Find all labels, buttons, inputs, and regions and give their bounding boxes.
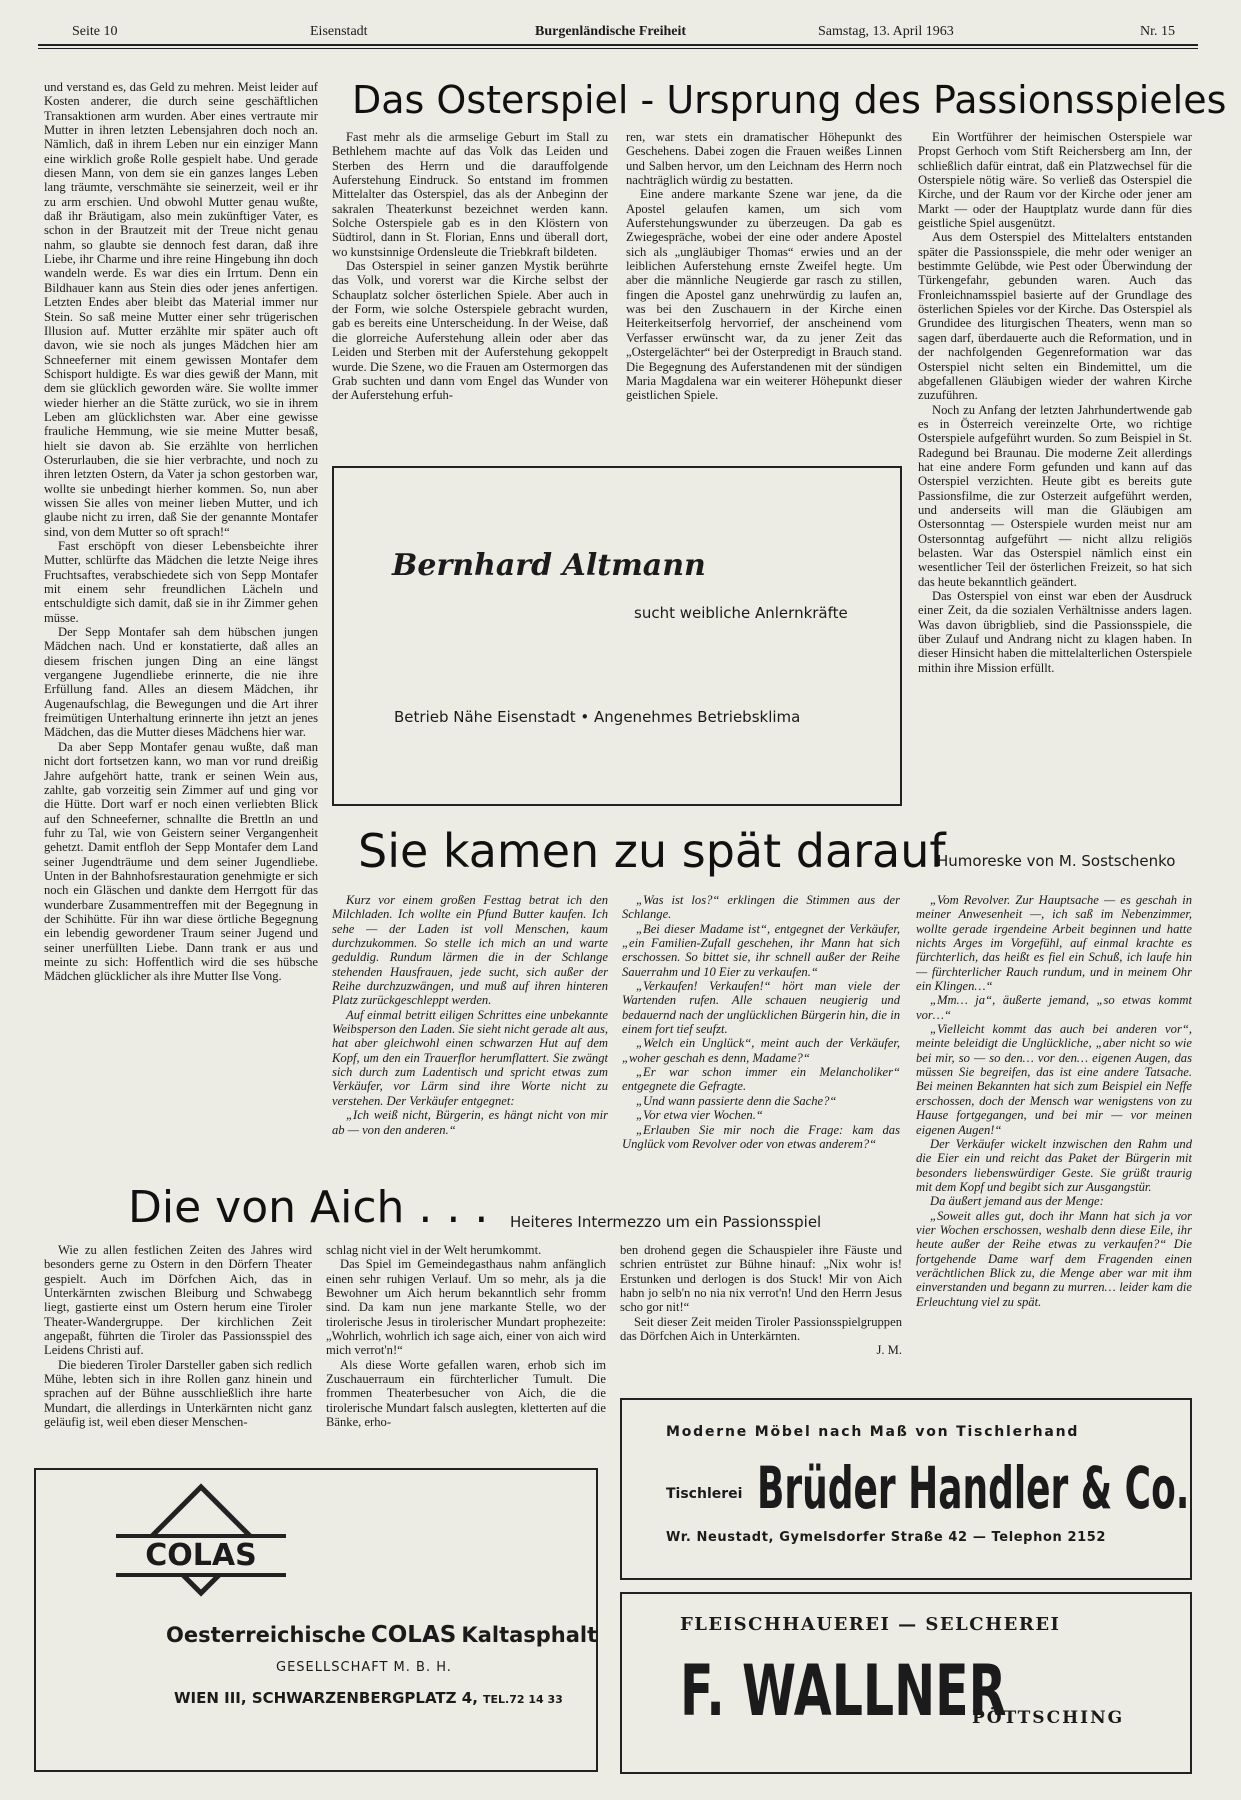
story-paragraph: Da aber Sepp Montafer genau wußte, daß man nicht dort fortsetzen kann, wo man vor rund dreißig Jahre aufgehört hatte, trank er seinen Wein aus, zahlte, gab vorzeitig sein Zimmer auf und ging vor die Hütte. Dort warf er noch einen verliebten Blick auf den Schneeferner, schnallte die Brettln an und fuhr zu Tal, wie von Geistern seiner Vergangenheit gehetzt. Damit entfloh der Sepp Montafer dem Land seiner Jugendträume und dem seiner Jugendliebe. Unten in der Bahnhofsrestauration genehmigte er sich noch ein Gläschen und dankte dem Herrgott für das wunderbare Zusammentreffen mit der Begegnung in der Schihütte. Für ihn war diese örtliche Begegnung ein lebendig gewordener Traum seiner Jugend und seiner unerfüllten Liebe. Dann trank er aus und meinte zu sich: Hoffentlich wird die ses hübsche Mädchen glücklicher als ihre Mutter Ilse Vong. [44,739,318,984]
osterspiel-column-2 [626,130,902,450]
wallner-trade: FLEISCHHAUEREI — SELCHEREI [680,1614,1061,1635]
handler-address: Wr. Neustadt, Gymelsdorfer Straße 42 — Telephon 2152 [666,1530,1107,1545]
newspaper-name: Burgenländische Freiheit [535,24,687,39]
colas-name-1: Oesterreichische [166,1623,366,1647]
article-paragraph: Das Osterspiel in seiner ganzen Mystik berührte das Volk, und vorerst war die Kirche selbst der Schauplatz solcher österlichen Spiele. Aber auch in der Form, wie solche Osterspiele gebracht wurden, gab es bereits eine Unterscheidung. In der Weise, daß die glorreiche Auferstehung allein oder aber das Leiden und Sterben mit der Auferstehung gekoppelt wurde. Die Szene, wo die Frauen am Ostermorgen das Grab suchten und dann vom Engel das Wunder von der Auferstehung erfuh- [332,259,608,403]
article-paragraph: Da äußert jemand aus der Menge: [930,1194,1104,1209]
issue-date: Samstag, 13. April 1963 [818,24,954,39]
article-paragraph: „Welch ein Unglück“, meint auch der Verkäufer, „woher geschah es denn, Madame?“ [622,1036,900,1065]
article-paragraph: Der Verkäufer wickelt inzwischen den Rahm und die Eier ein und reicht das Paket der Bürgerin mit besonders liebenswürdiger Geste. Sie grüßt traurig mit dem Kopf und begibt sich zur Ausgangstür. [916,1136,1192,1194]
altmann-logo: Bernhard Altmann [392,548,706,583]
humoreske-column-1 [332,893,608,1163]
article-paragraph: „Vor etwa vier Wochen.“ [636,1108,763,1123]
wallner-town: PÖTTSCHING [972,1708,1125,1728]
story-paragraph: Der Sepp Montafer sah dem hübschen jungen Mädchen nach. Und er konstatierte, daß alles an diesem frischen jungen Ding an eine längst vergangene Jugendliebe erinnerte, die nie ihre Erfüllung fand. Alles an diesem Mädchen, ihr Augenaufschlag, die Bewegungen und die Art ihrer freimütigen Unterhaltung erinnerte ihn jetzt an jenes Mädchen, das die Mutter dieses Mädchens hier war. [44,625,318,740]
page-number: Seite 10 [72,24,118,39]
article-paragraph: Fast mehr als die armselige Geburt im Stall zu Bethlehem machte auf das Volk das Leiden und Sterben des Herrn und die darauffolgende Auferstehung Eindruck. So entstand im frommen Mittelalter das Osterspiel, das als der Anbeginn der sakralen Theaterkunst bezeichnet werden kann. Solche Osterspiele gab es in den Klöstern von Südtirol, dann in St. Florian, Enns und überall dort, wo kunstsinnige Ordensleute die Triebkraft bildeten. [332,130,608,259]
article-paragraph: Kurz vor einem großen Festtag betrat ich den Milchladen. Ich wollte ein Pfund Butter kaufen. Ich sehe — der Laden ist voll Menschen, kaum durchzukommen. So stelle ich mich an und warte geduldig. Rundum lärmen die in der Schlange stehenden Hausfrauen, jede sucht, sich außer der Reihe durchzuzwängen, und muß auf ihren hinteren Platz zurückgeschleppt werden. [332,893,608,1008]
header-rule-thin [38,48,1198,49]
colas-name-3: Kaltasphalt [461,1623,598,1647]
article-paragraph: ben drohend gegen die Schauspieler ihre Fäuste und schrien entrüstet zur Bühne hinauf: „Nix wohr is! Erstunken und derlogen is dos Stuck! Mir von Aich habn jo selb'n no nia nix verrot'n! Und den Herrn Jesus scho gor nit!“ [620,1243,902,1315]
article-paragraph: „Und wann passierte denn die Sache?“ [636,1093,837,1108]
article-paragraph: „Erlauben Sie mir noch die Frage: kam das Unglück vom Revolver oder von etwas anderem?“ [622,1122,900,1151]
article-paragraph: Das Spiel im Gemeindegasthaus nahm anfänglich einen sehr ruhigen Verlauf. Um so mehr, als ja die Bewohner um Aich herum bekanntlich sehr fromm sind. Da kam nun jene markante Stelle, wo der tirolerische Jesus in tirolerischer Mundart prophezeite: „Wohrlich, wohrlich ich sage aich, einer von aich wird mich verrot'n!“ [326,1257,606,1358]
story-continuation [44,80,318,1220]
article-paragraph: Die biederen Tiroler Darsteller gaben sich redlich Mühe, lebten sich in ihre Rollen ganz hinein und sprachen auf der Bühne ausschließlich ihre harte Mundart, die allerdings in Unterkärnten nicht ganz geläufig ist, weil eben dieser Menschen- [44,1357,312,1430]
handler-advertisement [620,1398,1192,1580]
article-paragraph: Eine andere markante Szene war jene, da die Apostel gelaufen kamen, um sich vom Auferstehungswunder zu überzeugen. Da gab es Zwiegespräche, wobei der eine oder andere Apostel sich als „ungläubiger Thomas“ erwies und an der leiblichen Auferstehung ernste Zweifel hegte. Um aber die männliche Neugierde gar rasch zu stillen, fingen die Apostel ganz unehrwürdig zu laufen an, was bei den Zuschauern in der Kirche einen Heiterkeitserfolg hervorrief, der anscheinend vom Verfasser erwünscht war, da zu jener Zeit das „Ostergelächter“ bei der Osterpredigt in Brauch stand. Die Begegnung des Auferstandenen mit der sündigen Maria Magdalena war ein weiterer Höhepunkt dieser geistlichen Spiele. [626,187,902,403]
article-paragraph: Ein Wortführer der heimischen Osterspiele war Propst Gerhoch vom Stift Reichersberg am Inn, der schließlich dafür eintrat, daß ein Platzwechsel für die Osterspiele nötig wäre. So verließ das Osterspiel die Kirche, und der Raum vor der Kirche oder jener am Markt — oder der Hauptplatz wurde dann für dies geistliche Spiel ausgenützt. [918,130,1192,231]
header-rule [38,44,1198,46]
article-paragraph: „Verkaufen! Verkaufen!“ hört man viele der Wartenden rufen. Alle schauen neugierig und bedauernd nach der unglücklichen Bürgerin hin, die in einem fort tief seufzt. [622,979,900,1037]
article-paragraph: Auf einmal betritt eiligen Schrittes eine unbekannte Weibsperson den Laden. Sie sieht nicht gerade alt aus, hat aber gleichwohl einen schwarzen Hut auf dem Kopf, um den ein Trauerflor herumflattert. Sie zwängt sich durch zum Ladentisch und spricht etwas zum Verkäufer, vor Lärm sind ihre Worte nicht zu verstehen. Der Verkäufer entgegnet: [332,1007,608,1108]
altmann-advertisement [332,466,902,806]
aich-headline: Die von Aich . . . [128,1182,489,1233]
story-paragraph: und verstand es, das Geld zu mehren. Meist leider auf Kosten anderer, die durch seine geschäftlichen Transaktionen arm wurden. Aber eines vertraute mir Mutter in ihren letzten Lebensjahren doch noch an. Nämlich, daß in ihrem Leben nur ein einziger Mann eine wirklich große Rolle gespielt habe. Und gerade diesen Mann, von dem sie ein ganzes langes Leben lang träumte, verschmähte sie seinerzeit, weil er ihr zu arm erschien. Und obwohl Mutter genau wußte, daß ihr Bräutigam, also mein zukünftiger Vater, es schon in der Brautzeit mit der Treue nicht genau nahm, so glaubte sie dennoch fest daran, daß ihre Liebe, ihr Charme und ihre reine Hingebung ihn doch wandeln werde. Es war dies ein Irrtum. Denn ein Bildhauer kann aus Stein dies oder jenes anfertigen. Letzten Endes aber bleibt das Material immer nur Stein. So saß meine Mutter einer sehr trügerischen Illusion auf. Mutter erzählte mir später auch oft davon, wie sie noch als junges Mädchen hier am Schneeferner mit einem gewissen Montafer dem Schisport huldigte. Es war dies gewiß der Mann, mit dem sie glücklich geworden wäre. Sie wollte immer wieder hierher an die Stätte zurück, wo sie in ihrem Leben am glücklichsten war. Aber eine gewisse frauliche Hemmung, wie sie meine Mutter besaß, hielt sie davon ab. Sie erzählte von herrlichen Osterurlauben, die sie hier verbrachte, und noch zu ihren letzten Ostern, da Vater ja schon gestorben war, wollte sie unbedingt hierher kommen. So, nun aber wissen Sie alles von meiner lieben Mutter, und ich glaube nicht zu irren, daß Sie der genannte Montafer sind, von dem Mutter so oft sprach!“ [44,80,318,539]
author-signature: J. M. [876,1343,902,1358]
wallner-name: F. WALLNER [680,1650,1007,1732]
handler-name: Brüder Handler & Co. [757,1454,1190,1522]
article-paragraph: Als diese Worte gefallen waren, erhob sich im Zuschauerraum ein fürchterlicher Tumult. Die frommen Theaterbesucher von Aich, die die tirolerische Mundart falsch auslegten, kletterten auf die Bänke, erho- [326,1357,606,1430]
article-paragraph: „Bei dieser Madame ist“, entgegnet der Verkäufer, „ein Familien-Zufall geschehen, ihr Mann hat sich erschossen. So bittet sie, ihr schnell außer der Reihe Sauerrahm und 10 Eier zu verkaufen.“ [622,921,900,979]
osterspiel-column-1 [332,130,608,450]
colas-advertisement [34,1468,598,1772]
aich-column-3 [620,1243,902,1393]
article-paragraph: „Ich weiß nicht, Bürgerin, es hängt nicht von mir ab — von den anderen.“ [332,1108,608,1137]
colas-logo-text: COLAS [116,1534,286,1577]
article-paragraph: schlag nicht viel in der Welt herumkommt. [326,1243,542,1257]
article-paragraph: „Soweit alles gut, doch ihr Mann hat sich ja vor vier Wochen erschossen, weshalb denn diese Eile, ihr heute außer der Reihe etwas zu verkaufen?“ Die fortgehende Dame warf dem Fragenden einen verächtlichen Blick zu, die Menge aber war mit ihm einverstanden und begann zu murren… leider kam die Erleuchtung viel zu spät. [916,1208,1192,1309]
article-paragraph: Seit dieser Zeit meiden Tiroler Passionsspielgruppen das Dörfchen Aich in Unterkärnten. [620,1314,902,1344]
article-paragraph: Wie zu allen festlichen Zeiten des Jahres wird besonders gerne zu Ostern in den Dörfern Theater gespielt. Auch im Dörfchen Aich, das in Unterkärnten zwischen Bleiburg und Schwabegg liegt, gastierte einst um Ostern herum eine Tiroler Theater-Wandergruppe. Der kirchlichen Zeit angepaßt, führten die Tiroler das Passionsspiel des Leidens Christi auf. [44,1243,312,1358]
article-paragraph: „Er war schon immer ein Melancholiker“ entgegnete die Gefragte. [622,1065,900,1094]
colas-address [174,1688,563,1707]
colas-telephone: TEL.72 14 33 [482,1693,563,1706]
humoreske-headline: Sie kamen zu spät darauf [358,824,946,878]
colas-company: GESELLSCHAFT M. B. H. [276,1660,452,1675]
article-paragraph: Das Osterspiel von einst war eben der Ausdruck einer Zeit, da die sozialen Verhältnisse anders lagen. Was davon übrigblieb, sind die Passionsspiele, die über Zulauf und Andrang nicht zu klagen haben. In dieser Hinsicht haben die mittelalterlichen Osterspiele mithin ihre Mission erfüllt. [918,589,1192,675]
colas-name [166,1622,597,1648]
colas-name-2: COLAS [370,1622,457,1648]
article-paragraph: ren, war stets ein dramatischer Höhepunkt des Geschehens. Dabei zogen die Frauen weißes Linnen und Salben hervor, um den Leichnam des Herrn noch nachträglich würdig zu bestatten. [626,130,902,188]
osterspiel-column-3 [918,130,1192,810]
altmann-offer: sucht weibliche Anlernkräfte [634,604,848,622]
wallner-advertisement [620,1592,1192,1774]
humoreske-column-3 [916,893,1192,1383]
handler-trade: Tischlerei [666,1486,743,1502]
aich-column-2 [326,1243,606,1453]
humoreske-column-2 [622,893,900,1163]
humoreske-byline: Humoreske von M. Sostschenko [937,852,1176,870]
article-paragraph: Noch zu Anfang der letzten Jahrhundertwende gab es in Österreich vereinzelte Orte, wo richtige Osterspiele aufgeführt wurden. So zum Beispiel in St. Radegund bei Braunau. Die moderne Zeit allerdings hat eine andere Form gefunden und kann auf das Osterspiel verzichten. Heute gibt es bereits gute Passionsfilme, die zur Osterzeit aufgeführt werden, und anderseits will man die Gläubigen am Ostersonntag — Osterspiele wurden meist nur am Ostersonntag aufgeführt — nicht allzu religiös belasten. War das Osterspiel nämlich einst ein wesentlicher Teil der österlichen Freizeit, so hat sich das heute bekanntlich geändert. [918,402,1192,589]
altmann-footer: Betrieb Nähe Eisenstadt • Angenehmes Betriebsklima [394,708,801,726]
handler-tagline: Moderne Möbel nach Maß von Tischlerhand [666,1424,1080,1440]
aich-column-1 [44,1243,312,1453]
article-paragraph: Aus dem Osterspiel des Mittelalters entstanden später die Passionsspiele, die mehr oder weniger an bestimmte Gelübde, wie Pest oder Überwindung der Türkengefahr, gebunden waren. Auch das Fronleichnamsspiel basierte auf der Grundlage des österlichen Spieles vor der Kirche. Das Osterspiel als Grundidee des liturgischen Theaters, wenn man so sagen darf, überdauerte auch die Reformation, und in der nachfolgenden Gegenreformation war das Osterspiel nicht selten ein Bindemittel, um die abgefallenen Gläubigen wieder der wahren Kirche zuzuführen. [918,230,1192,403]
article-paragraph: „Was ist los?“ erklingen die Stimmen aus der Schlange. [622,893,900,922]
aich-subtitle: Heiteres Intermezzo um ein Passionsspiel [510,1213,822,1231]
article-paragraph: „Mm… ja“, äußerte jemand, „so etwas kommt vor…“ [916,993,1192,1022]
osterspiel-headline: Das Osterspiel - Ursprung des Passionsspieles [352,78,1227,122]
colas-street: WIEN III, SCHWARZENBERGPLATZ 4, [174,1689,478,1707]
article-paragraph: „Vielleicht kommt das auch bei anderen vor“, meinte beleidigt die Unglückliche, „aber nicht so wie bei mir, so — so den… vor den… eigenen Augen, das müssen Sie begreifen, das ist eine andere Tatsache. Bei meinen Bekannten hat sich zum Beispiel ein Neffe erschossen, doch der Mensch war wenigstens von zu Hause fortgegangen, und bei mir — vor meinen eigenen Augen!“ [916,1022,1192,1137]
issue-number: Nr. 15 [1140,24,1175,39]
header-city: Eisenstadt [310,24,368,39]
article-paragraph: „Vom Revolver. Zur Hauptsache — es geschah in meiner Anwesenheit —, ich saß im Nebenzimmer, wollte gerade irgendeine Arbeit beginnen und hatte nichts Arges im Vorgefühl, auf einmal krachte es fürchterlich, das heißt es fiel ein Schuß, ich laufe hin — fürchterlicher Rauch rundum, und in meinem Ohr ein Klingen…“ [916,893,1192,994]
story-paragraph: Fast erschöpft von dieser Lebensbeichte ihrer Mutter, schlürfte das Mädchen die letzte Neige ihres Fruchtsaftes, verabschiedete sich von Sepp Montafer mit einem sehr freundlichen Lächeln und entschuldigte sich damit, daß sie in ihr Zimmer gehen müsse. [44,539,318,625]
